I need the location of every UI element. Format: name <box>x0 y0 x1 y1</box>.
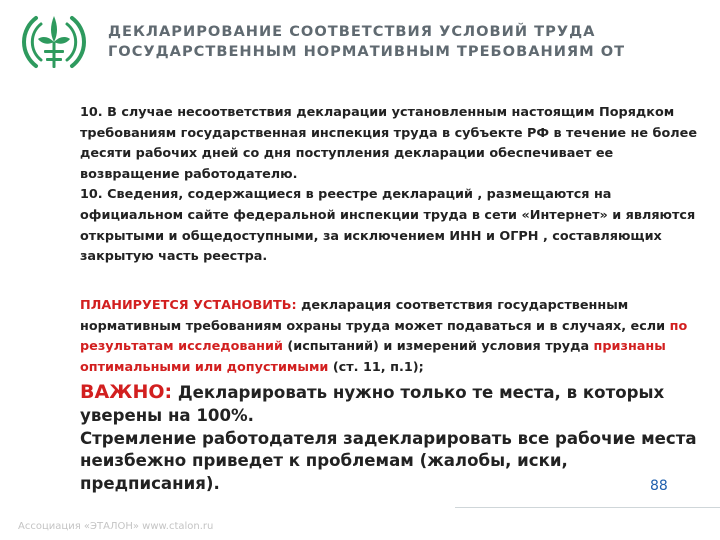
paragraph-return-declaration: 10. В случае несоответствия декларации установленным настоящим Порядком требованиям государственная инспекция труда в субъекте РФ в течение не более десяти рабочих дней со дня поступления декларации обеспечивает ее возвращение работодателю. <box>80 105 697 182</box>
important-text: Декларировать нужно только те места, в которых уверены на 100%. <box>80 383 665 425</box>
planned-label: ПЛАНИРУЕТСЯ УСТАНОВИТЬ: <box>80 298 297 313</box>
round-leaf-emblem-icon <box>14 6 94 78</box>
main-text-block <box>80 103 708 268</box>
planned-text-3: (ст. 11, п.1); <box>328 359 424 375</box>
footer-divider <box>455 507 720 508</box>
important-line <box>80 381 712 428</box>
important-note <box>80 381 712 496</box>
page-title-line-2: ГОСУДАРСТВЕННЫМ НОРМАТИВНЫМ ТРЕБОВАНИЯМ ОТ <box>108 43 626 60</box>
page-number: 88 <box>650 478 668 494</box>
important-label: ВАЖНО: <box>80 381 173 403</box>
page-title <box>108 22 714 62</box>
page-title-line-1: ДЕКЛАРИРОВАНИЕ СООТВЕТСТВИЯ УСЛОВИЙ ТРУДА <box>108 23 596 40</box>
planned-highlight-optimal: признаны оптимальными или допустимыми <box>80 339 666 375</box>
planned-changes-paragraph <box>80 296 710 378</box>
paragraph-registry-info: 10. Сведения, содержащиеся в реестре деклараций , размещаются на официальном сайте федеральной инспекции труда в сети «Интернет» и являются открытыми и общедоступными, за исключением ИНН и ОГРН , составляющих закрытую часть реестра. <box>80 187 696 265</box>
footer-organization: Ассоциация «ЭТАЛОН» www.ctalon.ru <box>18 521 214 532</box>
important-followup: Стремление работодателя задекларировать все рабочие места неизбежно приведет к проблемам (жалобы, иски, предписания). <box>80 428 697 494</box>
planned-highlight-research: по результатам исследований <box>80 318 688 355</box>
planned-text-2: (испытаний) и измерений условия труда <box>282 339 594 355</box>
planned-text-1: декларация соответствия государственным нормативным требованиям охраны труда может подаваться и в случаях, если <box>80 298 670 334</box>
